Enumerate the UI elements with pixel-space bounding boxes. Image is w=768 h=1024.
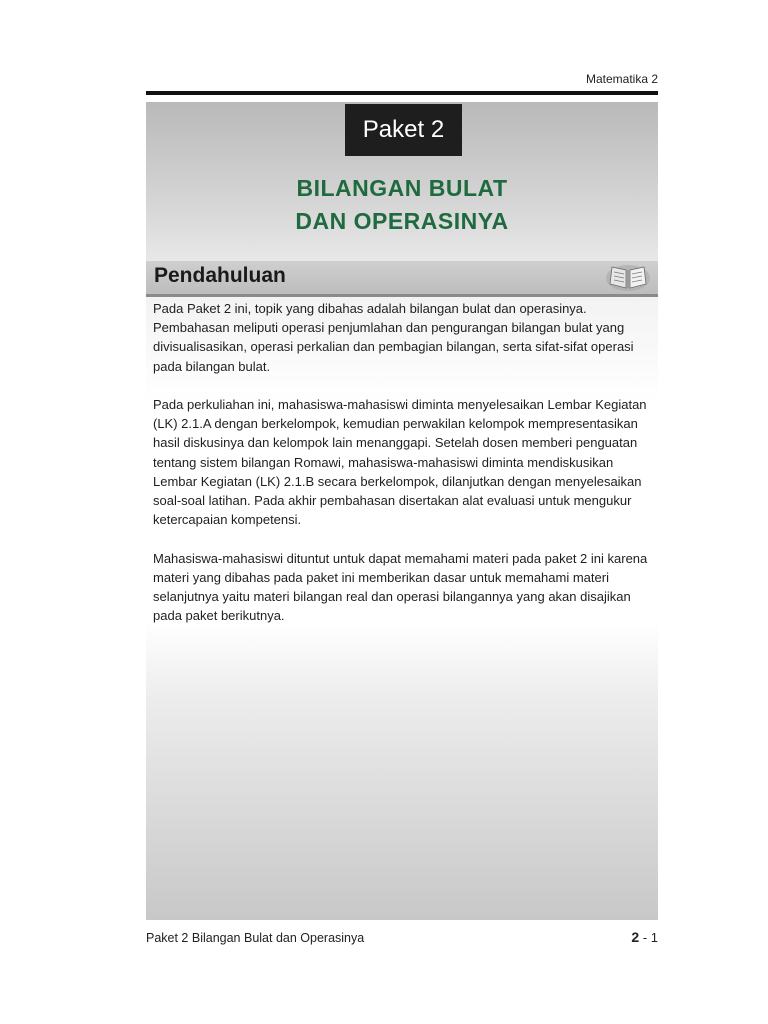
page-number — [560, 929, 658, 945]
section-title: Pendahuluan — [154, 264, 286, 287]
footer-chapter-title: Paket 2 Bilangan Bulat dan Operasinya — [146, 931, 365, 945]
paragraph-1: Pada Paket 2 ini, topik yang dibahas adalah bilangan bulat dan operasinya. Pembahasan meliputi operasi penjumlahan dan pengurangan bilangan bulat yang divisualisasikan, operasi perkalian dan pembagian bilangan, serta sifat-sifat operasi pada bilangan bulat. — [153, 301, 634, 374]
header-rule — [146, 91, 658, 95]
paket-label: Paket 2 — [362, 116, 445, 143]
page-chapter-number: 2 — [631, 929, 640, 945]
section-header-bar — [146, 261, 658, 297]
running-header: Matematika 2 — [585, 72, 658, 86]
chapter-title-line-1: BILANGAN BULAT — [296, 175, 508, 201]
paragraph-3: Mahasiswa-mahasiswi dituntut untuk dapat memahami materi pada paket 2 ini karena materi yang dibahas pada paket ini memberikan dasar untuk memahami materi selanjutnya yaitu materi bilangan real dan operasi bilangannya yang akan disajikan pada paket berikutnya. — [153, 550, 648, 624]
chapter-title-line-2: DAN OPERASINYA — [295, 208, 509, 234]
paragraph-2: Pada perkuliahan ini, mahasiswa-mahasiswi diminta menyelesaikan Lembar Kegiatan (LK) 2.1.A dengan berkelompok, kemudian perwakilan kelompok mempresentasikan hasil diskusinya dan kelompok lain menanggapi. Setelah dosen memberi penguatan tentang sistem bilangan Romawi, mahasiswa-mahasiswi diminta mendiskusikan Lembar Kegiatan (LK) 2.1.B secara berkelompok, dilanjutkan dengan menyelesaikan soal-soal latihan. Pada akhir pembahasan disertakan alat evaluasi untuk mengukur ketercapaian kompetensi. — [153, 397, 647, 528]
page-separator: - — [639, 930, 651, 945]
paket-label-box — [345, 104, 462, 156]
section-body — [153, 299, 651, 645]
page-index: 1 — [650, 930, 658, 945]
open-book-icon — [604, 262, 652, 294]
chapter-title — [146, 172, 658, 238]
